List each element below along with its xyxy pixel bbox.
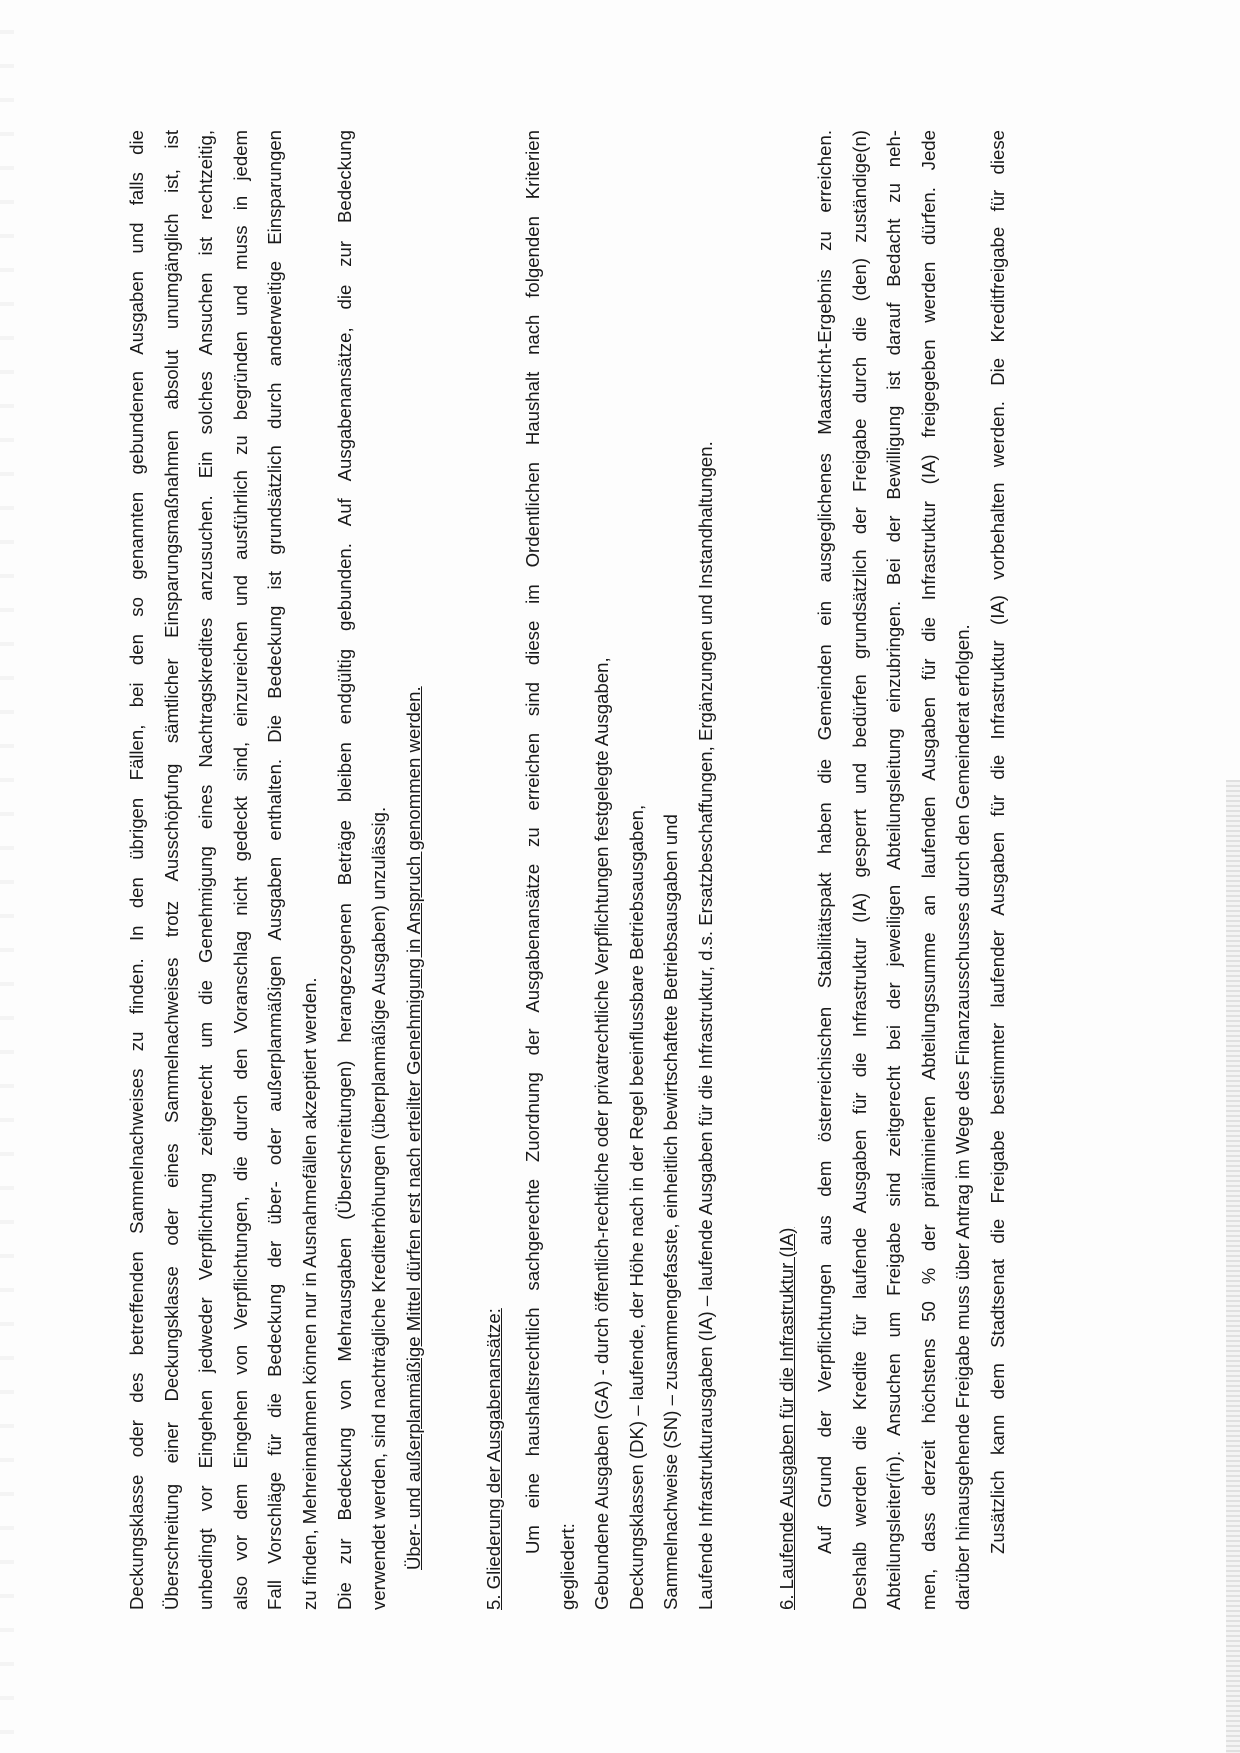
rotated-text-body bbox=[120, 130, 1150, 1610]
list-item: Sammelnachweise (SN) – zusammengefasste, einheitlich bewirtschaftete Betriebsausgaben und bbox=[660, 814, 682, 1610]
text-line: verwendet werden, sind nachträgliche Krediterhöhungen (überplanmäßige Ausgaben) unzulässig. bbox=[368, 806, 390, 1610]
underlined-note-text: Über- und außerplanmäßige Mittel dürfen erst nach erteilter Genehmigung in Anspruch genommen werden. bbox=[402, 686, 424, 1570]
list-item: Gebundene Ausgaben (GA) - durch öffentlich-rechtliche oder privatrechtliche Verpflichtungen festgelegte Ausgaben, bbox=[591, 657, 613, 1610]
text-line: Um eine haushaltsrechtlich sachgerechte Zuordnung der Ausgabenansätze zu erreichen sind diese im Ordentlichen Haushalt nach folgenden Kriterien bbox=[521, 130, 543, 1554]
text-line: darüber hinausgehende Freigabe muss über Antrag im Wege des Finanzausschusses durch den Gemeinderat erfolgen. bbox=[952, 624, 974, 1610]
text-line: Überschreitung einer Deckungsklasse oder eines Sammelnachweises trotz Ausschöpfung sämtlicher Einsparungsmaßnahmen absolut unumgänglich ist, ist bbox=[160, 130, 182, 1610]
text-line: gegliedert: bbox=[556, 1523, 578, 1610]
text-line: Abteilungsleiter(in). Ansuchen um Freigabe sind zeitgerecht bei der jeweiligen Abteilungsleitung einzubringen. Bei der Bewilligung ist darauf Bedacht zu neh- bbox=[883, 130, 905, 1610]
text-line: men, dass derzeit höchstens 50 % der präliminierten Abteilungssumme an laufenden Ausgaben für die Infrastruktur (IA) freigegeben werden dürfen. Jede bbox=[917, 130, 939, 1610]
list-item: Laufende Infrastrukturausgaben (IA) – laufende Ausgaben für die Infrastruktur, d.s. Ersatzbeschaffungen, Ergänzungen und Instandhaltungen. bbox=[694, 441, 716, 1610]
section-5-heading bbox=[477, 130, 512, 1610]
text-line: Auf Grund der Verpflichtungen aus dem österreichischen Stabilitätspakt haben die Gemeinden ein ausgeglichenes Maastricht-Ergebnis zu erreichen. bbox=[814, 130, 836, 1554]
section-6-heading-text: 6. Laufende Ausgaben für die Infrastruktur (IA) bbox=[775, 1227, 797, 1610]
text-line: zu finden, Mehreinnahmen können nur in Ausnahmefällen akzeptiert werden. bbox=[298, 977, 320, 1610]
paragraph-coverage bbox=[328, 130, 397, 1610]
scan-artifact-left bbox=[0, 0, 14, 1753]
list-item: Deckungsklassen (DK) – laufende, der Höhe nach in der Regel beeinflussbare Betriebsausgaben, bbox=[625, 804, 647, 1610]
text-line: Deckungsklasse oder des betreffenden Sammelnachweises zu finden. In den übrigen Fällen, bei den so genannten gebundenen Ausgaben und falls die bbox=[126, 130, 147, 1610]
text-line: Deshalb werden die Kredite für laufende Ausgaben für die Infrastruktur (IA) gesperrt und bedürfen grundsätzlich der Freigabe durch die (den) zuständige(n) bbox=[848, 130, 870, 1610]
text-line: Fall Vorschläge für die Bedeckung der über- oder außerplanmäßigen Ausgaben enthalten. Die Bedeckung ist grundsätzlich durch anderweitige Einsparungen bbox=[264, 130, 286, 1610]
text-line: also vor dem Eingehen von Verpflichtungen, die durch den Voranschlag nicht gedeckt sind, einzureichen und ausführlich zu begründen und muss in jedem bbox=[229, 130, 251, 1610]
text-line: Die zur Bedeckung von Mehrausgaben (Überschreitungen) herangezogenen Beträge bleiben endgültig gebunden. Auf Ausgabenansätze, die zur Bedeckung bbox=[333, 130, 355, 1610]
scan-artifact-right bbox=[1226, 780, 1240, 1753]
text-line: Zusätzlich kann dem Stadtsenat die Freigabe bestimmter laufender Ausgaben für die Infrastruktur (IA) vorbehalten werden. Die Kreditfreigabe für diese bbox=[987, 130, 1009, 1554]
paragraph-overspending bbox=[120, 130, 328, 1610]
section-5-heading-text: 5. Gliederung der Ausgabenansätze: bbox=[483, 1308, 505, 1610]
text-line: unbedingt vor Eingehen jedweder Verpflichtung zeitgerecht um die Genehmigung eines Nachtragskredites anzusuchen. Ein solches Ansuchen ist rechtzeitig, bbox=[195, 130, 217, 1610]
underlined-note bbox=[397, 130, 432, 1610]
section-6-heading bbox=[770, 130, 805, 1610]
